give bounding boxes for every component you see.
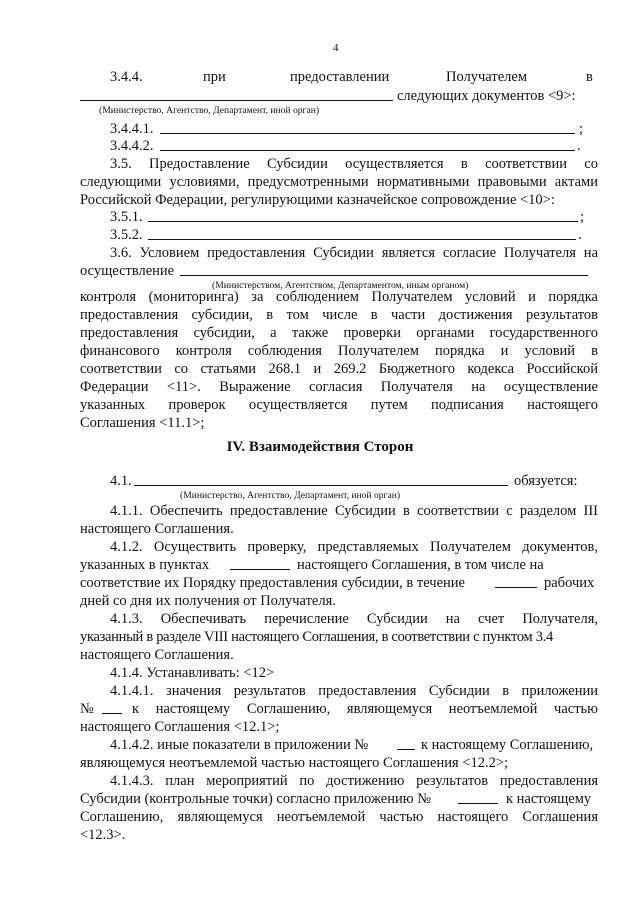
clause-3-6-line9: указанных проверок осуществляется путем подписания настоящего (80, 397, 598, 413)
clause-text: соответствие их Порядку предоставления субсидии, в течение (80, 575, 465, 591)
clause-3-6-line4: предоставления субсидии, в том числе в части достижения результатов (80, 307, 598, 323)
clause-number: 3.4.4.2. (110, 138, 154, 154)
clause-4-1-1-line1: 4.1.1. Обеспечить предоставление Субсидии в соответствии с разделом III (110, 503, 598, 519)
blank-field-organ (180, 262, 588, 276)
blank-field (148, 208, 578, 222)
clause-4-1-4-3-line1: 4.1.4.3. план мероприятий по достижению результатов предоставления (110, 773, 598, 789)
clause-text: к настоящему (506, 791, 592, 807)
blank-field-organ (134, 472, 508, 486)
clause-text: настоящего Соглашения, в том числе на (297, 557, 544, 573)
clause-4-1-3-line1: 4.1.3. Обеспечивать перечисление Субсидии на счет Получателя, (110, 611, 598, 627)
clause-4-1-3-line3: настоящего Соглашения. (80, 647, 234, 663)
section-heading: IV. Взаимодействия Сторон (226, 439, 414, 455)
field-caption: (Министерство, Агентство, Департамент, иной орган) (99, 105, 320, 116)
clause-text: обязуется: (514, 473, 578, 489)
clause-4-1-4-1-line1: 4.1.4.1. значения результатов предоставления Субсидии в приложении (110, 683, 598, 699)
clause-text: Субсидии (контрольные точки) согласно приложению № (80, 791, 432, 807)
clause-number: 3.5.1. (110, 209, 143, 225)
blank-field (160, 137, 575, 151)
clause-4-1-4-2-line1 (110, 736, 598, 754)
clause-3-6-line3: контроля (мониторинга) за соблюдением Получателем условий и порядка (80, 289, 598, 305)
number-sign: № (80, 701, 94, 717)
clause-text: рабочих (544, 575, 595, 591)
clause-3-6-line8: Федерации <11>. Выражение согласия Получателя на осуществление (80, 379, 598, 395)
clause-text: к настоящему Соглашению, являющемуся неотъемлемой частью (132, 701, 598, 717)
clause-3-5-2 (110, 226, 598, 244)
blank-field (495, 574, 537, 588)
punctuation: ; (579, 121, 584, 137)
clause-3-4-4-line2 (80, 87, 598, 105)
clause-4-1-4-3-line3: Соглашению, являющемуся неотъемлемой частью настоящего Соглашения (80, 809, 598, 825)
blank-field (148, 226, 576, 240)
clause-3-6-line7: соответствии со статьями 268.1 и 269.2 Бюджетного кодекса Российской (80, 361, 598, 377)
clause-4-1 (110, 472, 598, 490)
clause-3-6-line5: предоставления субсидии, а также проверки органами государственного (80, 325, 598, 341)
clause-4-1-2-line4: дней со дня их получения от Получателя. (80, 593, 336, 609)
field-caption: (Министерством, Агентством, Департаментом, иным органом) (212, 280, 469, 291)
clause-text: указанных в пунктах (80, 557, 210, 573)
clause-4-1-2-line3 (80, 574, 598, 592)
clause-3-5-line3: Российской Федерации, регулирующими казначейское сопровождение <10>: (80, 192, 555, 208)
clause-4-1-4-1-line3: настоящего Соглашения <12.1>; (80, 719, 280, 735)
text-word: предоставлении (290, 69, 390, 85)
blank-field (458, 790, 498, 804)
text-word: при (203, 69, 226, 85)
clause-3-4-4-2 (110, 137, 598, 155)
clause-3-5-line2: следующими условиями, предусмотренными нормативными правовыми актами (80, 174, 598, 190)
clause-3-6-line1: 3.6. Условием предоставления Субсидии является согласие Получателя на (110, 245, 598, 261)
clause-4-1-1-line2: настоящего Соглашения. (80, 521, 234, 537)
clause-4-1-2-line2 (80, 556, 598, 574)
punctuation: . (578, 227, 582, 243)
clause-4-1-3-line2: указанный в разделе VIII настоящего Соглашения, в соответствии с пунктом 3.4 (80, 629, 553, 645)
clause-number: 3.4.4. (110, 69, 143, 85)
clause-3-5-1 (110, 208, 598, 226)
clause-3-5-line1: 3.5. Предоставление Субсидии осуществляется в соответствии со (110, 156, 598, 172)
clause-text: 4.1.4.2. иные показатели в приложении № (110, 737, 369, 753)
punctuation: ; (580, 209, 585, 225)
clause-3-6-line10: Соглашения <11.1>; (80, 415, 205, 431)
text-word: в (586, 69, 593, 85)
clause-text: к настоящему Соглашению, (421, 737, 594, 753)
clause-4-1-4-2-line2: являющемуся неотъемлемой частью настоящего Соглашения <12.2>; (80, 755, 509, 771)
clause-3-4-4-1 (110, 120, 598, 138)
field-caption: (Министерство, Агентство, Департамент, иной орган) (180, 490, 401, 501)
clause-3-6-line6: финансового контроля соблюдения Получателем порядка и условий в (80, 343, 598, 359)
clause-number: 4.1. (110, 473, 132, 489)
page-number: 4 (333, 42, 339, 54)
blank-field-organ (80, 87, 393, 101)
clause-number: 3.5.2. (110, 227, 143, 243)
clause-4-1-2-line1: 4.1.2. Осуществить проверку, представляемых Получателем документов, (110, 539, 598, 555)
clause-3-6-line2 (80, 262, 598, 280)
clause-number: 3.4.4.1. (110, 121, 154, 137)
clause-4-1-4: 4.1.4. Устанавливать: <12> (110, 665, 275, 681)
clause-text: следующих документов <9>: (397, 88, 576, 104)
text-word: Получателем (446, 69, 527, 85)
blank-field (160, 120, 575, 134)
clause-text: осуществление (80, 263, 175, 279)
clause-4-1-4-3-line4: <12.3>. (80, 827, 126, 843)
blank-field (102, 700, 122, 714)
blank-field (397, 736, 415, 750)
clause-4-1-4-3-line2 (80, 790, 598, 808)
clause-4-1-4-1-line2 (80, 700, 598, 718)
blank-field (230, 556, 290, 570)
punctuation: . (577, 138, 581, 154)
